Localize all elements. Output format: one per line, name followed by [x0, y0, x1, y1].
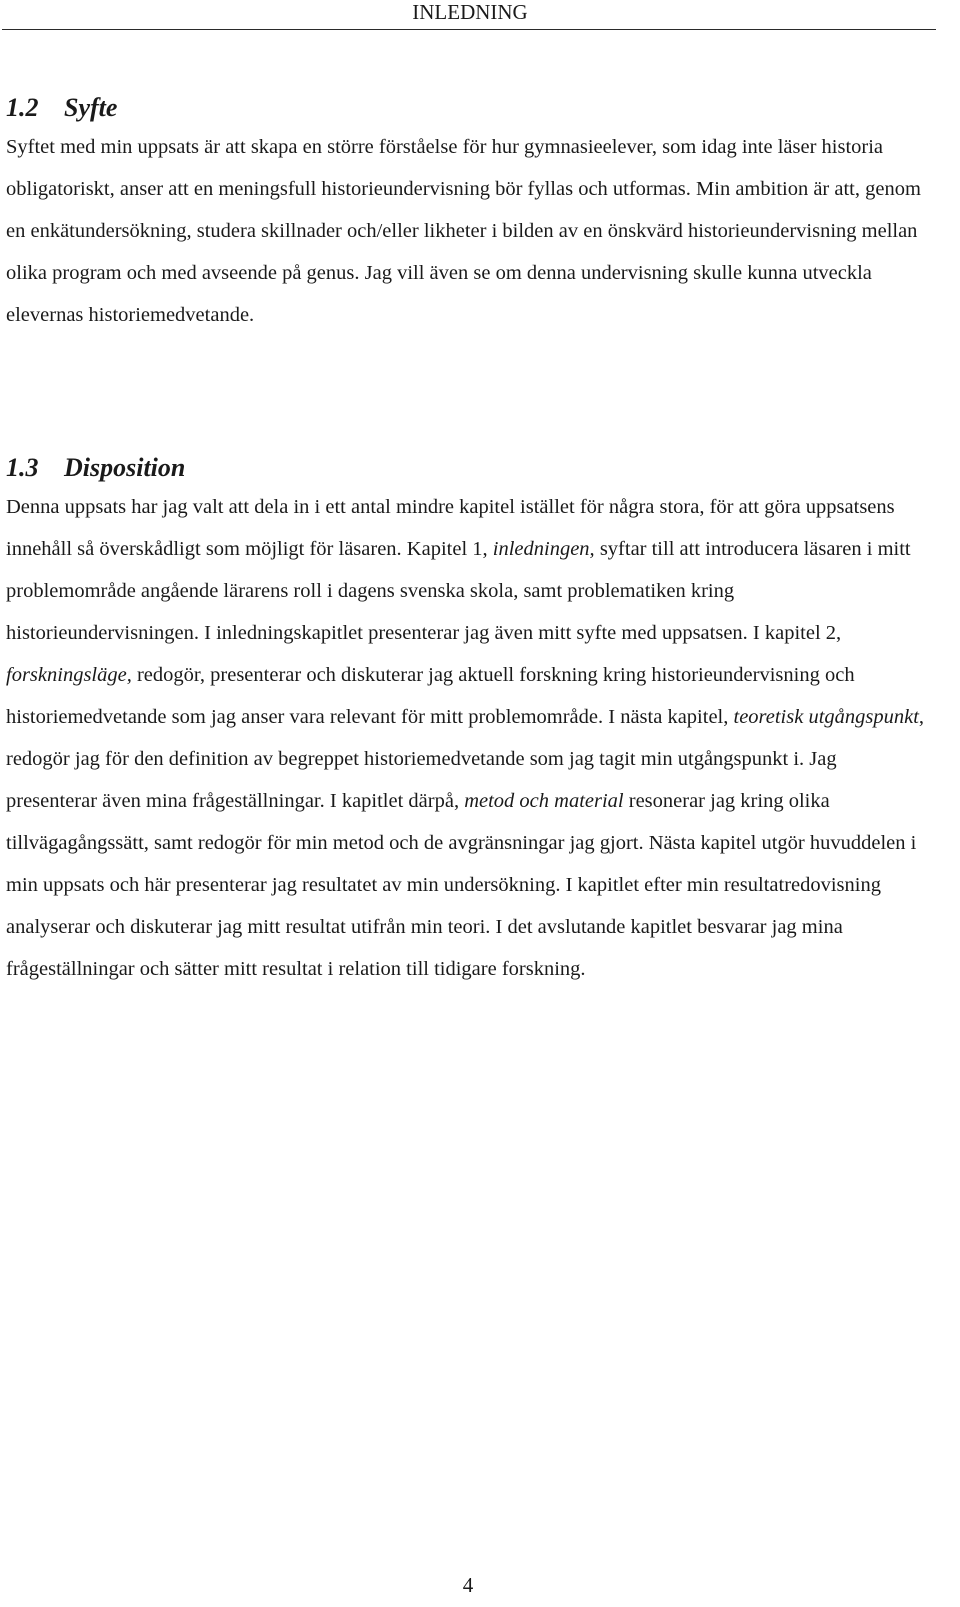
section-title: Syfte [64, 93, 118, 122]
chapter-name-teoretisk-utgangspunkt: teoretisk utgångspunkt [733, 706, 919, 728]
running-header: INLEDNING [412, 0, 528, 24]
section-heading-disposition [6, 452, 928, 484]
chapter-name-metod-och-material: metod och material [464, 790, 624, 812]
disposition-text: Denna uppsats har jag valt att dela in i ett antal mindre kapitel istället för några stora, för att göra uppsatsens innehåll så överskådligt som möjligt för läsaren. Kapitel 1, [6, 496, 895, 560]
section-heading-syfte [6, 92, 928, 124]
disposition-paragraph [6, 486, 928, 990]
section-number: 1.3 [6, 453, 39, 482]
header-divider [2, 29, 936, 30]
page-number: 4 [462, 1573, 474, 1597]
section-disposition [6, 452, 928, 990]
syfte-paragraph: Syftet med min uppsats är att skapa en större förståelse för hur gymnasieelever, som idag inte läser historia obligatoriskt, anser att en meningsfull historieundervisning bör fyllas och utformas. Min ambition är att, genom en enkätundersökning, studera skillnader och/eller likheter i bilden av en önskvärd historieundervisning mellan olika program och med avseende på genus. Jag vill även se om denna undervisning skulle kunna utveckla elevernas historiemedvetande. [6, 136, 921, 326]
section-syfte [6, 92, 928, 336]
chapter-name-forskningslage: forskningsläge, [6, 664, 132, 686]
chapter-name-inledningen: inledningen, [492, 538, 595, 560]
section-title: Disposition [64, 453, 186, 482]
disposition-text: syftar till att introducera läsaren i mitt problemområde angående lärarens roll i dagens svenska skola, samt problematiken kring historieundervisningen. I inledningskapitlet presenterar jag även mitt syfte med uppsatsen. I kapitel 2, [6, 538, 911, 644]
section-number: 1.2 [6, 93, 39, 122]
disposition-text: redogör, presenterar och diskuterar jag aktuell forskning kring historieundervisning och historiemedvetande som jag anser vara relevant för mitt problemområde. I nästa kapitel, [6, 664, 855, 728]
disposition-text: , redogör jag för den definition av begreppet historiemedvetande som jag tagit min utgångspunkt i. Jag presenterar även mina frågeställningar. I kapitlet därpå, [6, 706, 925, 812]
disposition-text: resonerar jag kring olika tillvägagångssätt, samt redogör för min metod och de avgränsningar jag gjort. Nästa kapitel utgör huvuddelen i min uppsats och här presenterar jag resultatet av min undersökning. I kapitlet efter min resultatredovisning analyserar och diskuterar jag mitt resultat utifrån min teori. I det avslutande kapitlet besvarar jag mina frågeställningar och sätter mitt resultat i relation till tidigare forskning. [6, 790, 917, 980]
